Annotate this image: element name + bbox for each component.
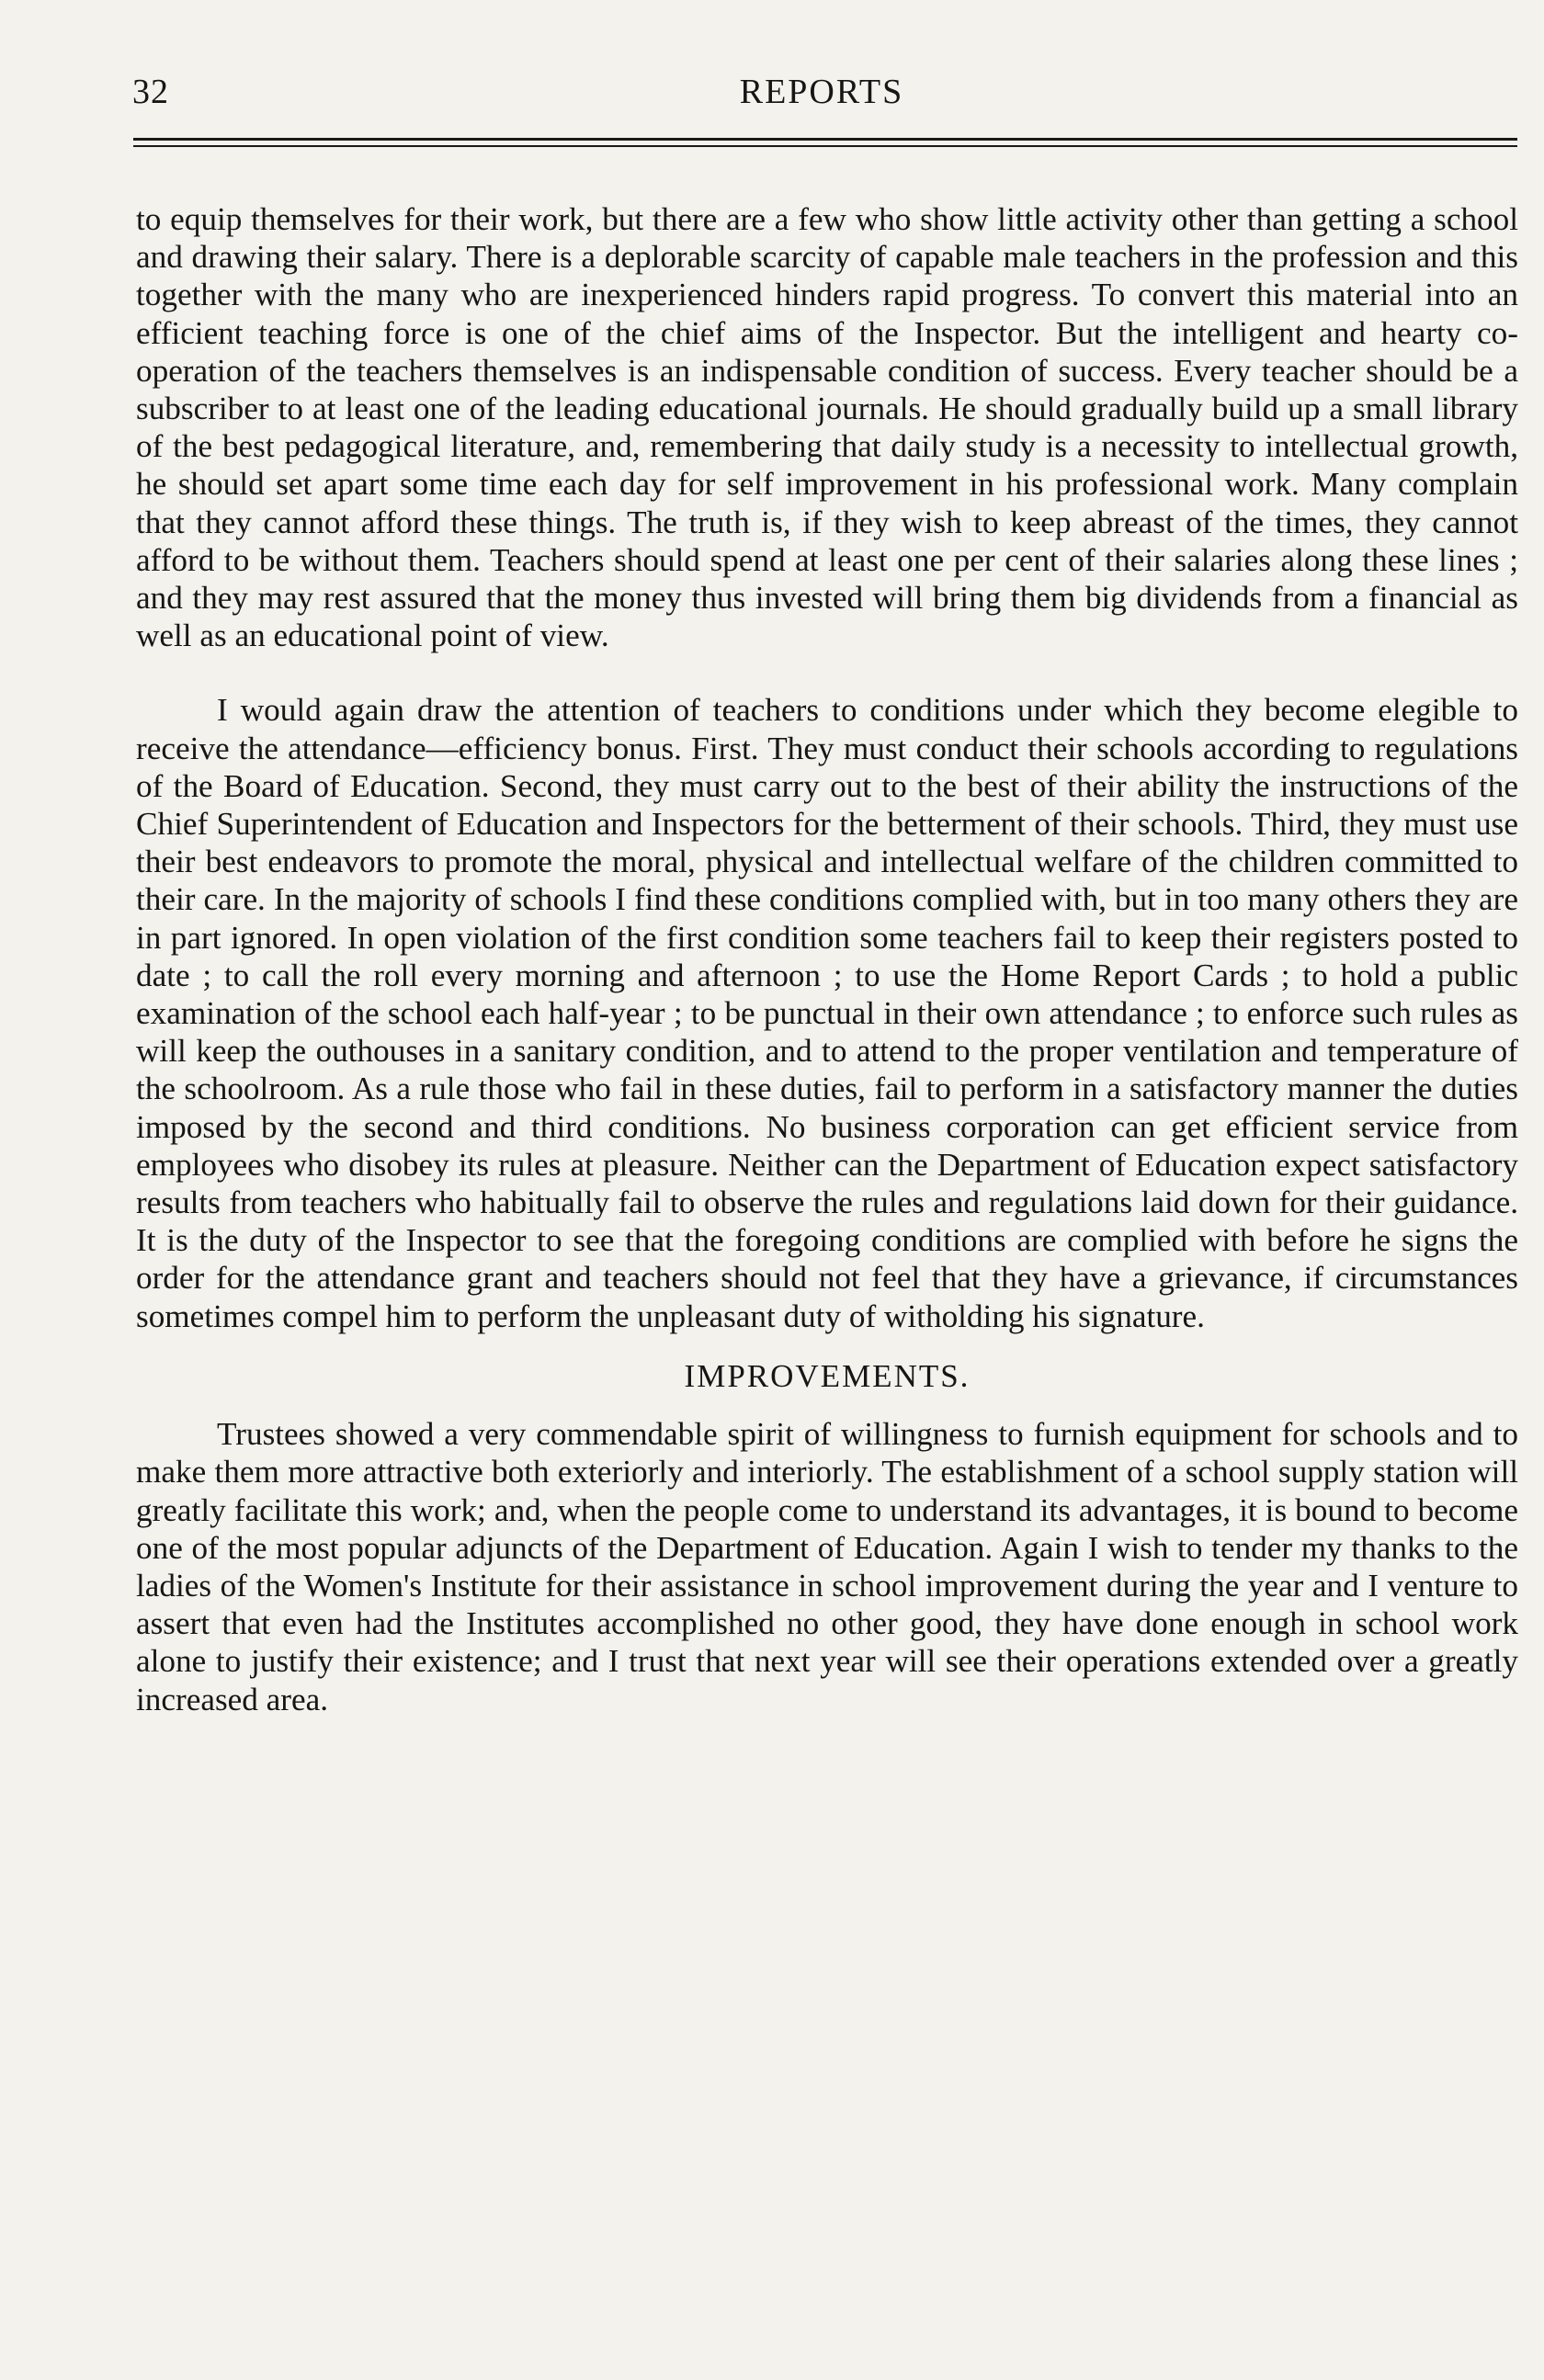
page-number: 32 (132, 73, 169, 111)
header-rule-top (133, 138, 1517, 141)
body-text (136, 200, 1518, 1718)
header-rule-bottom (133, 145, 1517, 147)
section-heading-improvements: IMPROVEMENTS. (684, 1357, 971, 1394)
paragraph-attendance-bonus: I would again draw the attention of teachers to conditions under which they become elegible to receive the attendance—efficiency bonus. First. They must conduct their schools according to regulations of the Board of Education. Second, they must carry out to the best of their ability the instructions of the Chief Superintendent of Education and Inspectors for the betterment of their schools. Third, they must use their best endeavors to promote the moral, physical and intellectual welfare of the children committed to their care. In the majority of schools I find these conditions complied with, but in too many others they are in part ignored. In open violation of the first condition some teachers fail to keep their registers posted to date ; to call the roll every morning and afternoon ; to use the Home Report Cards ; to hold a public examination of the school each half-year ; to be punctual in their own attendance ; to enforce such rules as will keep the outhouses in a sanitary condition, and to attend to the proper ventilation and temperature of the schoolroom. As a rule those who fail in these duties, fail to perform in a satisfactory manner the duties imposed by the second and third conditions. No business corporation can get efficient service from employees who disobey its rules at pleasure. Neither can the Department of Education expect satisfactory results from teachers who habitually fail to observe the rules and regulations laid down for their guidance. It is the duty of the Inspector to see that the foregoing conditions are complied with before he signs the order for the attendance grant and teachers should not feel that they have a grievance, if circumstances sometimes compel him to perform the unpleasant duty of witholding his signature. (136, 692, 1518, 1334)
page-header (127, 72, 1516, 118)
paragraph-improvements: Trustees showed a very commendable spirit of willingness to furnish equipment for schools and to make them more attractive both exteriorly and interiorly. The establishment of a school supply station will greatly facilitate this work; and, when the people come to understand its advantages, it is bound to become one of the most popular adjuncts of the Department of Education. Again I wish to tender my thanks to the ladies of the Women's Institute for their assistance in school improvement during the year and I venture to assert that even had the Institutes accomplished no other good, they have done enough in school work alone to justify their existence; and I trust that next year will see their operations extended over a greatly increased area. (136, 1416, 1518, 1717)
paragraph-continued: to equip themselves for their work, but there are a few who show little activity other than getting a school and drawing their salary. There is a deplorable scarcity of capable male teachers in the profession and this together with the many who are inexperienced hinders rapid progress. To convert this material into an efficient teaching force is one of the chief aims of the Inspector. But the intelligent and hearty co-operation of the teachers themselves is an indispensable condition of success. Every teacher should be a subscriber to at least one of the leading educational journals. He should gradually build up a small library of the best pedagogical literature, and, remembering that daily study is a necessity to intellectual growth, he should set apart some time each day for self improvement in his professional work. Many complain that they cannot afford these things. The truth is, if they wish to keep abreast of the times, they cannot afford to be without them. Teachers should spend at least one per cent of their salaries along these lines ; and they may rest assured that the money thus invested will bring them big dividends from a financial as well as an educational point of view. (136, 201, 1518, 654)
running-head: REPORTS (739, 73, 904, 111)
